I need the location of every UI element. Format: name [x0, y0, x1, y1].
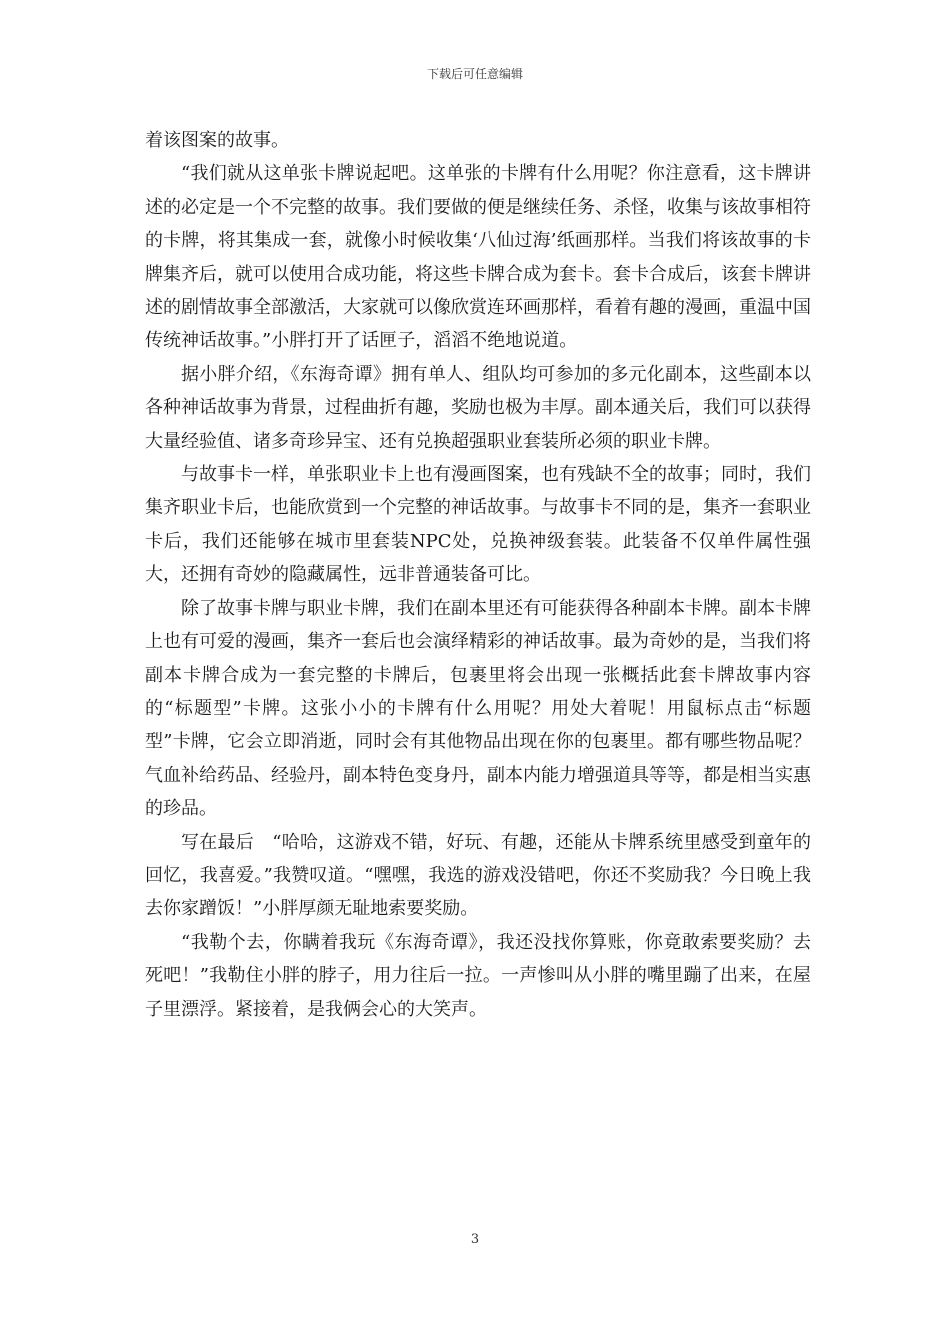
- page-header: 下载后可任意编辑: [426, 67, 523, 81]
- paragraph: 据小胖介绍，《东海奇谭》拥有单人、组队均可参加的多元化副本，这些副本以各种神话故事为背景，过程曲折有趣，奖励也极为丰厚。副本通关后，我们可以获得大量经验值、诸多奇珍异宝、还有兑换超强职业套装所必须的职业卡牌。: [145, 363, 811, 452]
- paragraph: “我们就从这单张卡牌说起吧。这单张的卡牌有什么用呢？你注意看，这卡牌讲述的必定是一个不完整的故事。我们要做的便是继续任务、杀怪，收集与该故事相符的卡牌，将其集成一套，就像小时候收集‘八仙过海’纸画那样。当我们将该故事的卡牌集齐后，就可以使用合成功能，将这些卡牌合成为套卡。套卡合成后，该套卡牌讲述的剧情故事全部激活，大家就可以像欣赏连环画那样，看着有趣的漫画，重温中国传统神话故事。”小胖打开了话匣子，滔滔不绝地说道。: [145, 163, 811, 352]
- paragraph: 与故事卡一样，单张职业卡上也有漫画图案，也有残缺不全的故事；同时，我们集齐职业卡后，也能欣赏到一个完整的神话故事。与故事卡不同的是，集齐一套职业卡后，我们还能够在城市里套装NPC处，兑换神级套装。此装备不仅单件属性强大，还拥有奇妙的隐藏属性，远非普通装备可比。: [145, 464, 811, 586]
- paragraph-continuation: 着该图案的故事。: [145, 130, 289, 151]
- paragraph: 除了故事卡牌与职业卡牌，我们在副本里还有可能获得各种副本卡牌。副本卡牌上也有可爱的漫画，集齐一套后也会演绎精彩的神话故事。最为奇妙的是，当我们将副本卡牌合成为一套完整的卡牌后，包裹里将会出现一张概括此套卡牌故事内容的“标题型”卡牌。这张小小的卡牌有什么用呢？用处大着呢！用鼠标点击“标题型”卡牌，它会立即消逝，同时会有其他物品出现在你的包裹里。都有哪些物品呢？气血补给药品、经验丹，副本特色变身丹，副本内能力增强道具等等，都是相当实惠的珍品。: [145, 597, 811, 820]
- paragraph: “我勒个去，你瞒着我玩《东海奇谭》，我还没找你算账，你竟敢索要奖励？去死吧！”我勒住小胖的脖子，用力往后一拉。一声惨叫从小胖的嘴里蹦了出来，在屋子里漂浮。紧接着，是我俩会心的大笑声。: [145, 931, 811, 1020]
- document-body: [145, 124, 811, 1026]
- paragraph: 写在最后 “哈哈，这游戏不错，好玩、有趣，还能从卡牌系统里感受到童年的回忆，我喜爱。”我赞叹道。“嘿嘿，我选的游戏没错吧，你还不奖励我？今日晚上我去你家蹭饭！”小胖厚颜无耻地索要奖励。: [145, 831, 811, 920]
- page-number: 3: [470, 1232, 480, 1247]
